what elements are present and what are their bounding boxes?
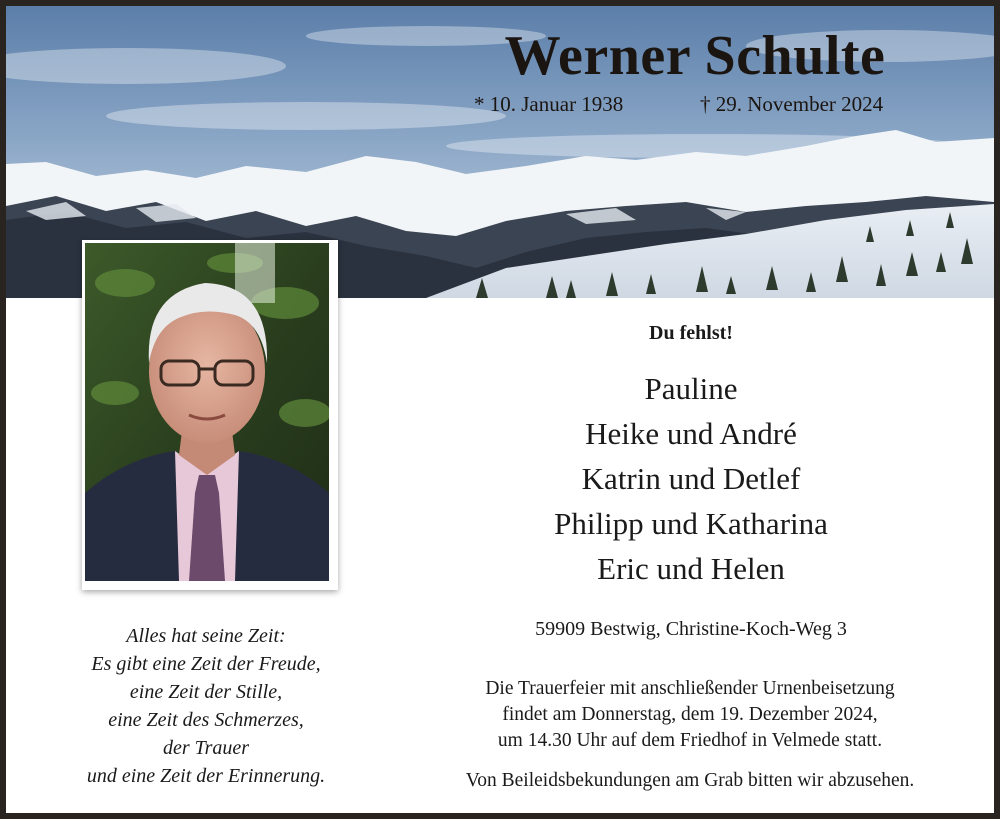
- mourner-name: Philipp und Katharina: [554, 506, 828, 541]
- portrait-photo: [82, 240, 338, 590]
- ceremony-line: um 14.30 Uhr auf dem Friedhof in Velmede statt.: [497, 730, 883, 751]
- motto: Du fehlst!: [649, 322, 733, 344]
- mourners-list: [436, 366, 946, 591]
- ceremony-line: findet am Donnerstag, dem 19. Dezember 2024,: [502, 704, 878, 725]
- mourner-name: Katrin und Detlef: [581, 461, 801, 496]
- portrait-image: [85, 243, 329, 581]
- poem-line: Es gibt eine Zeit der Freude,: [91, 653, 321, 675]
- poem: [36, 622, 376, 790]
- poem-line: eine Zeit des Schmerzes,: [108, 709, 304, 731]
- mourner-name: Eric und Helen: [597, 551, 785, 586]
- condolence-note: Von Beileidsbekundungen am Grab bitten wir abzusehen.: [465, 770, 915, 791]
- poem-line: und eine Zeit der Erinnerung.: [86, 765, 326, 787]
- family-address: 59909 Bestwig, Christine-Koch-Weg 3: [535, 618, 847, 640]
- poem-line: eine Zeit der Stille,: [129, 681, 283, 703]
- mourner-name: Pauline: [644, 371, 738, 406]
- ceremony-line: Die Trauerfeier mit anschließender Urnenbeisetzung: [485, 678, 895, 699]
- deceased-name: Werner Schulte: [504, 25, 886, 87]
- ceremony-info: [410, 676, 970, 754]
- poem-line: Alles hat seine Zeit:: [126, 625, 286, 647]
- birth-date: * 10. Januar 1938: [474, 92, 624, 116]
- poem-line: der Trauer: [162, 737, 250, 759]
- death-date: † 29. November 2024: [700, 92, 884, 116]
- mourner-name: Heike und André: [585, 416, 797, 451]
